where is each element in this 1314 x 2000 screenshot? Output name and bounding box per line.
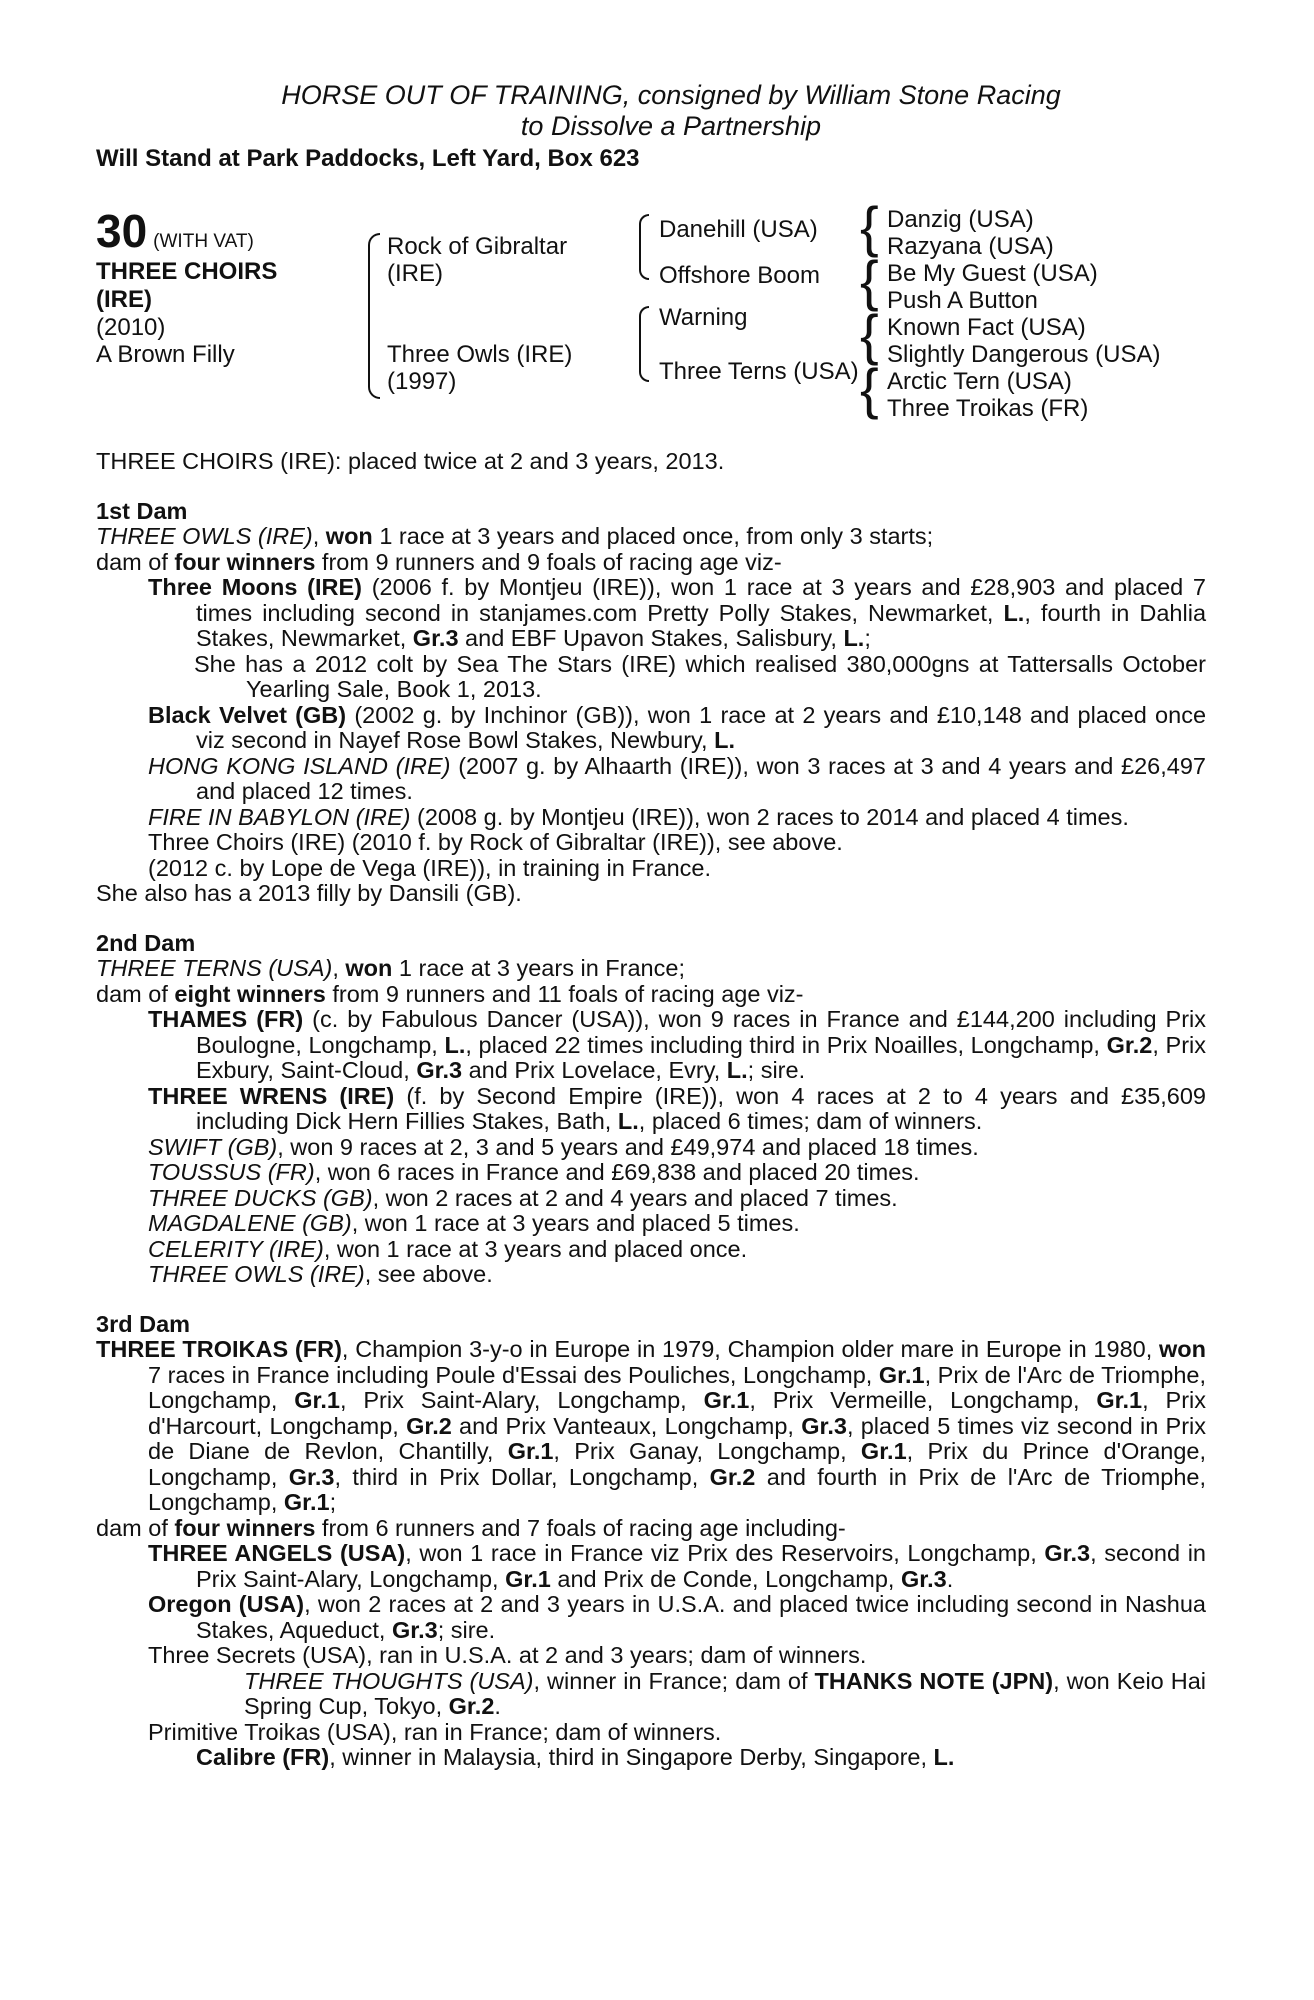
curly-brace-2: {: [860, 249, 879, 312]
first-dam-line: THREE OWLS (IRE), won 1 race at 3 years and placed once, from only 3 starts;: [96, 523, 934, 549]
produce-three-angels: THREE ANGELS (USA), won 1 race in France viz Prix des Reservoirs, Longchamp, Gr.3, second in Prix Saint-Alary, Longchamp, Gr.1 and Prix de Conde, Longchamp, Gr.3.: [148, 1540, 1206, 1592]
catalogue-page: [96, 80, 1206, 1771]
lot-number: 30: [96, 205, 148, 257]
sire-name: Rock of Gibraltar: [387, 233, 568, 260]
second-dam-line: THREE TERNS (USA), won 1 race at 3 years in France;: [96, 955, 685, 981]
curly-brace-4: {: [860, 357, 879, 420]
sire-sire: Danehill (USA): [659, 216, 818, 243]
pedigree-dsd: Slightly Dangerous (USA): [887, 341, 1161, 368]
produce-three-moons: Three Moons (IRE) (2006 f. by Montjeu (IRE)), won 1 race at 3 years and £28,903 and placed 7 times including second in stanjames.com Pretty Polly Stakes, Newmarket, L., fourth in Dahlia Stakes, Newmarket, Gr.3 and EBF Upavon Stakes, Salisbury, L.;: [148, 574, 1207, 651]
produce-thames: THAMES (FR) (c. by Fabulous Dancer (USA)), won 9 races in France and £144,200 including Prix Boulogne, Longchamp, L., placed 22 times including third in Prix Noailles, Longchamp, Gr.2, Prix Exbury, Saint-Cloud, Gr.3 and Prix Lovelace, Evry, L.; sire.: [148, 1006, 1206, 1083]
header-title-line1: HORSE OUT OF TRAINING, consigned by William Stone Racing: [281, 80, 1061, 110]
pedigree-ssd: Razyana (USA): [887, 233, 1054, 260]
pedigree-sds: Be My Guest (USA): [887, 260, 1098, 287]
third-dam-of: dam of four winners from 6 runners and 7 foals of racing age including-: [96, 1514, 846, 1541]
horse-year: (2010): [96, 314, 166, 341]
produce-three-thoughts: THREE THOUGHTS (USA), winner in France; dam of THANKS NOTE (JPN), won Keio Hai Spring Cup, Tokyo, Gr.2.: [244, 1667, 1207, 1719]
horse-name-line1: THREE CHOIRS: [96, 258, 278, 285]
produce-magdalene: MAGDALENE (GB), won 1 race at 3 years and placed 5 times.: [148, 1210, 800, 1236]
first-dam-of: dam of four winners from 9 runners and 9 foals of racing age viz-: [96, 548, 782, 575]
pedigree-bracket-dam: [639, 306, 649, 382]
first-dam-won: won: [325, 523, 373, 549]
second-dam-section: [96, 931, 1206, 1288]
horse-name-line2: (IRE): [96, 286, 152, 313]
second-dam-title: 2nd Dam: [96, 929, 196, 956]
pedigree-ddd: Three Troikas (FR): [887, 395, 1089, 422]
dam-year: (1997): [387, 368, 457, 395]
catalogue-body: [96, 449, 1206, 1771]
pedigree-sdd: Push A Button: [887, 287, 1038, 314]
produce-three-secrets: Three Secrets (USA), ran in U.S.A. at 2 and 3 years; dam of winners.: [148, 1642, 867, 1668]
horse-summary: THREE CHOIRS (IRE): placed twice at 2 and 3 years, 2013.: [96, 448, 725, 474]
produce-oregon: Oregon (USA), won 2 races at 2 and 3 years in U.S.A. and placed twice including second in Nashua Stakes, Aqueduct, Gr.3; sire.: [148, 1591, 1207, 1643]
third-dam-section: [96, 1312, 1206, 1771]
produce-celerity: CELERITY (IRE), won 1 race at 3 years and placed once.: [148, 1235, 748, 1262]
pedigree-dss: Known Fact (USA): [887, 314, 1086, 341]
pedigree-dds: Arctic Tern (USA): [887, 368, 1072, 395]
produce-2012-colt: (2012 c. by Lope de Vega (IRE)), in training in France.: [148, 854, 712, 881]
pedigree-sss: Danzig (USA): [887, 206, 1034, 233]
venue-line: Will Stand at Park Paddocks, Left Yard, Box 623: [96, 145, 640, 172]
page-header: [136, 80, 1206, 142]
produce-swift: SWIFT (GB), won 9 races at 2, 3 and 5 years and £49,974 and placed 18 times.: [148, 1133, 979, 1160]
third-dam-title: 3rd Dam: [96, 1310, 191, 1337]
curly-brace-3: {: [860, 303, 879, 366]
produce-three-choirs: Three Choirs (IRE) (2010 f. by Rock of Gibraltar (IRE)), see above.: [148, 829, 843, 855]
sire-dam: Offshore Boom: [659, 262, 820, 289]
produce-toussus: TOUSSUS (FR), won 6 races in France and £69,838 and placed 20 times.: [148, 1159, 920, 1185]
produce-fire-in-babylon: FIRE IN BABYLON (IRE) (2008 g. by Montjeu (IRE)), won 2 races to 2014 and placed 4 times.: [148, 803, 1129, 830]
lot-vat: (WITH VAT): [153, 231, 254, 252]
first-dam-name: THREE OWLS (IRE): [96, 523, 313, 549]
pedigree-bracket-main: [368, 233, 380, 399]
produce-primitive-troikas: Primitive Troikas (USA), ran in France; dam of winners.: [148, 1718, 722, 1745]
sire-suffix: (IRE): [387, 260, 443, 287]
produce-three-ducks: THREE DUCKS (GB), won 2 races at 2 and 4 years and placed 7 times.: [148, 1184, 898, 1211]
produce-three-owls: THREE OWLS (IRE), see above.: [148, 1261, 493, 1287]
horse-description: A Brown Filly: [96, 341, 235, 368]
dam-dam: Three Terns (USA): [659, 358, 859, 385]
produce-hong-kong-island: HONG KONG ISLAND (IRE) (2007 g. by Alhaarth (IRE)), won 3 races at 3 and 4 years and £26,497 and placed 12 times.: [148, 752, 1206, 804]
first-dam-title: 1st Dam: [96, 497, 188, 524]
produce-three-wrens: THREE WRENS (IRE) (f. by Second Empire (IRE)), won 4 races at 2 to 4 years and £35,609 including Dick Hern Fillies Stakes, Bath, L., placed 6 times; dam of winners.: [148, 1082, 1207, 1134]
first-dam-race: 1 race at 3 years and placed once, from only 3 starts;: [372, 523, 934, 549]
curly-brace-1: {: [860, 195, 879, 258]
pedigree-table: [96, 195, 1206, 431]
third-dam-record: THREE TROIKAS (FR), Champion 3-y-o in Europe in 1979, Champion older mare in Europe in 1980, won 7 races in France including Poule d'Essai des Pouliches, Longchamp, Gr.1, Prix de l'Arc de Triomphe, Longchamp, Gr.1, Prix Saint-Alary, Longchamp, Gr.1, Prix Vermeille, Longchamp, Gr.1, Prix d'Harcourt, Longchamp, Gr.2 and Prix Vanteaux, Longchamp, Gr.3, placed 5 times viz second in Prix de Diane de Revlon, Chantilly, Gr.1, Prix Ganay, Longchamp, Gr.1, Prix du Prince d'Orange, Longchamp, Gr.3, third in Prix Dollar, Longchamp, Gr.2 and fourth in Prix de l'Arc de Triomphe, Longchamp, Gr.1;: [96, 1336, 1207, 1515]
lot-heading: [96, 206, 254, 256]
produce-three-moons-note: She has a 2012 colt by Sea The Stars (IRE) which realised 380,000gns at Tattersalls October Yearling Sale, Book 1, 2013.: [194, 650, 1206, 702]
pedigree-bracket-sire: [639, 214, 649, 280]
second-dam-of: dam of eight winners from 9 runners and 11 foals of racing age viz-: [96, 980, 804, 1007]
first-dam-also: She also has a 2013 filly by Dansili (GB).: [96, 880, 522, 906]
produce-black-velvet: Black Velvet (GB) (2002 g. by Inchinor (GB)), won 1 race at 2 years and £10,148 and placed once viz second in Nayef Rose Bowl Stakes, Newbury, L.: [148, 701, 1207, 753]
produce-calibre: Calibre (FR), winner in Malaysia, third in Singapore Derby, Singapore, L.: [196, 1744, 955, 1770]
dam-sire: Warning: [659, 304, 748, 331]
header-title-line2: to Dissolve a Partnership: [520, 111, 822, 141]
dam-name: Three Owls (IRE): [387, 341, 573, 368]
first-dam-section: [96, 499, 1206, 907]
